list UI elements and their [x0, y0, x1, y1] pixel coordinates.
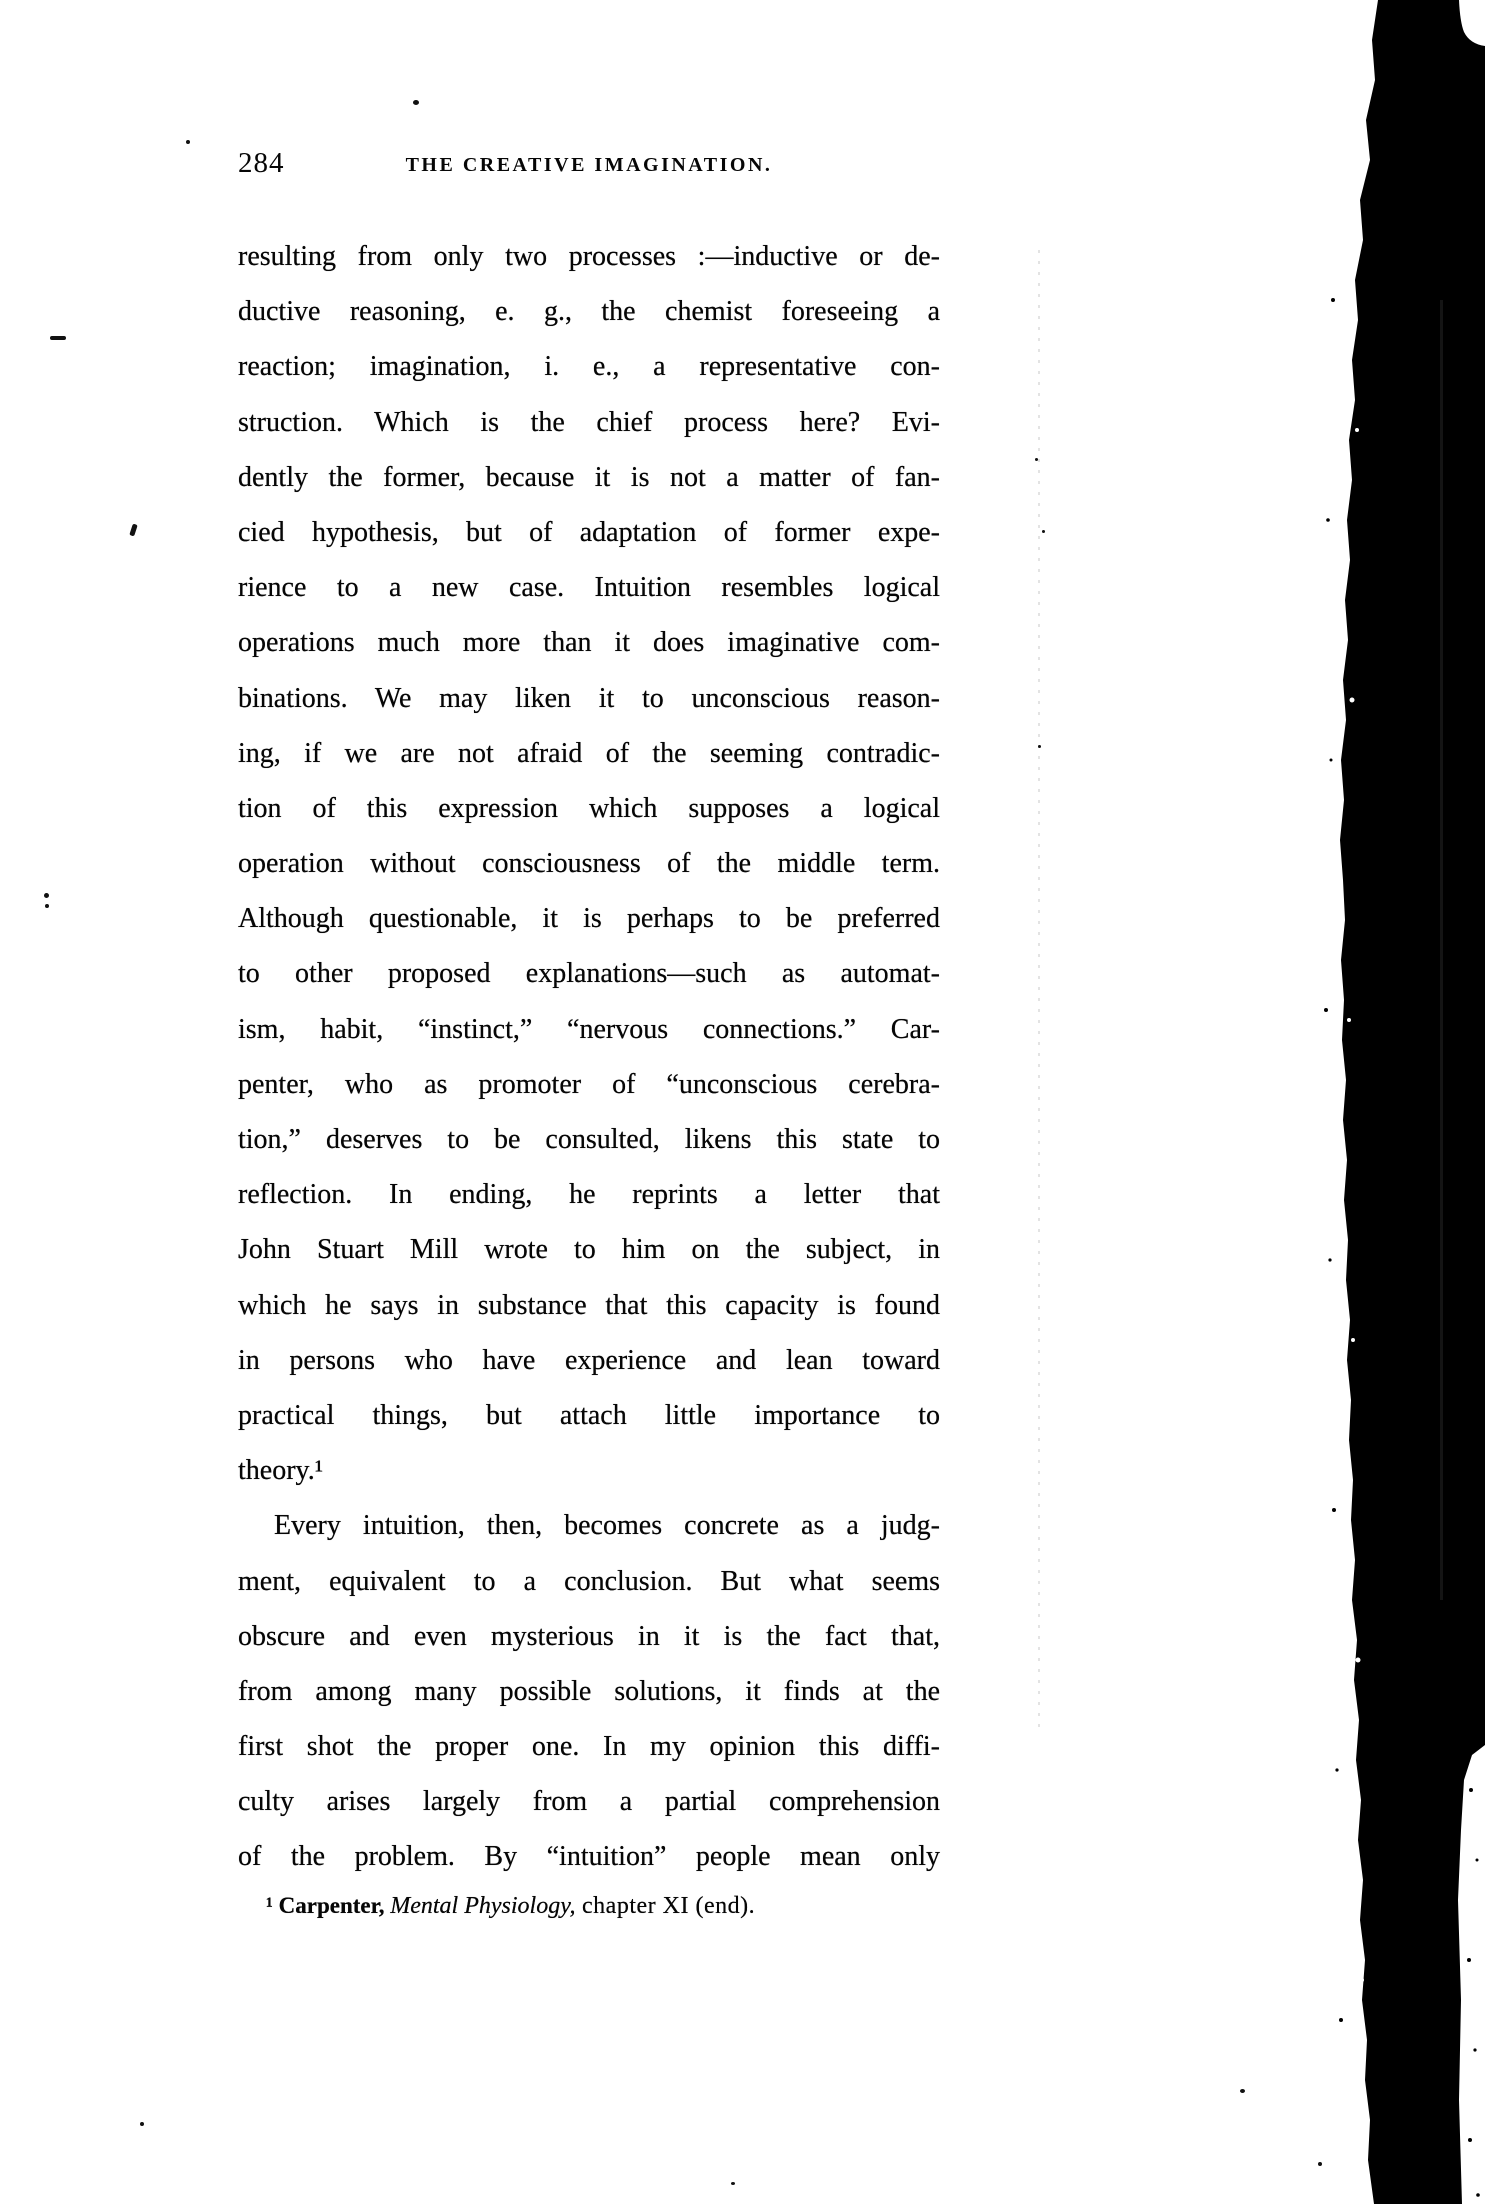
- text-line: obscure and even mysterious in it is the fact that,: [238, 1620, 940, 1652]
- text-line: culty arises largely from a partial comprehension: [238, 1786, 940, 1818]
- text-line: of the problem. By “intuition” people mean only: [238, 1841, 940, 1873]
- text-line: operations much more than it does imaginative com-: [238, 627, 940, 659]
- text-line: practical things, but attach little importance to: [238, 1399, 940, 1431]
- text-line: ductive reasoning, e. g., the chemist foreseeing a: [238, 296, 940, 328]
- footnote-reference: chapter XI (end).: [575, 1893, 756, 1919]
- text-line: ism, habit, “instinct,” “nervous connections.” Car-: [238, 1013, 940, 1045]
- text-line: first shot the proper one. In my opinion this diffi-: [238, 1731, 940, 1763]
- text-line: operation without consciousness of the middle term.: [238, 848, 940, 880]
- margin-mark: [1240, 2089, 1245, 2093]
- text-line: cied hypothesis, but of adaptation of former expe-: [238, 516, 940, 548]
- text-line: from among many possible solutions, it finds at the: [238, 1675, 940, 1707]
- text-line: tion of this expression which supposes a logical: [238, 792, 940, 824]
- text-line: ment, equivalent to a conclusion. But what seems: [238, 1565, 940, 1597]
- footnote-book-title: Mental Physiology,: [390, 1893, 576, 1919]
- margin-mark: [1318, 2162, 1322, 2166]
- text-line: in persons who have experience and lean toward: [238, 1344, 940, 1376]
- text-line: which he says in substance that this capacity is found: [238, 1289, 940, 1321]
- text-line: dently the former, because it is not a matter of fan-: [238, 461, 940, 493]
- text-line: Although questionable, it is perhaps to be preferred: [238, 903, 940, 935]
- margin-mark: [731, 2182, 735, 2185]
- footnote-marker-and-author: ¹ Carpenter,: [266, 1893, 391, 1918]
- margin-mark: [186, 140, 190, 144]
- text-line: reaction; imagination, i. e., a representative con-: [238, 351, 940, 383]
- text-line: reflection. In ending, he reprints a letter that: [238, 1179, 940, 1211]
- text-line-paragraph-start: Every intuition, then, becomes concrete as a judg-: [274, 1510, 940, 1542]
- margin-mark: [1042, 530, 1045, 533]
- text-line: John Stuart Mill wrote to him on the subject, in: [238, 1234, 940, 1266]
- margin-mark: [140, 2122, 144, 2126]
- page-number: 284: [238, 147, 285, 179]
- text-line-paragraph-end: theory.¹: [238, 1455, 324, 1487]
- text-line: binations. We may liken it to unconscious reason-: [238, 682, 940, 714]
- margin-mark: [45, 904, 49, 908]
- text-line: resulting from only two processes :—inductive or de-: [238, 241, 940, 272]
- margin-mark: [1038, 745, 1041, 748]
- margin-mark: [1035, 458, 1038, 461]
- margin-mark: [50, 336, 66, 340]
- text-line: tion,” deserves to be consulted, likens this state to: [238, 1124, 940, 1155]
- running-title: THE CREATIVE IMAGINATION.: [405, 154, 773, 176]
- text-line: penter, who as promoter of “unconscious cerebra-: [238, 1068, 940, 1100]
- margin-mark: [413, 100, 419, 105]
- text-line: to other proposed explanations—such as automat-: [238, 958, 940, 990]
- text-line: ing, if we are not afraid of the seeming contradic-: [238, 737, 940, 769]
- margin-mark: [44, 893, 49, 898]
- text-line: struction. Which is the chief process here? Evi-: [238, 406, 940, 438]
- text-line: rience to a new case. Intuition resembles logical: [238, 572, 940, 604]
